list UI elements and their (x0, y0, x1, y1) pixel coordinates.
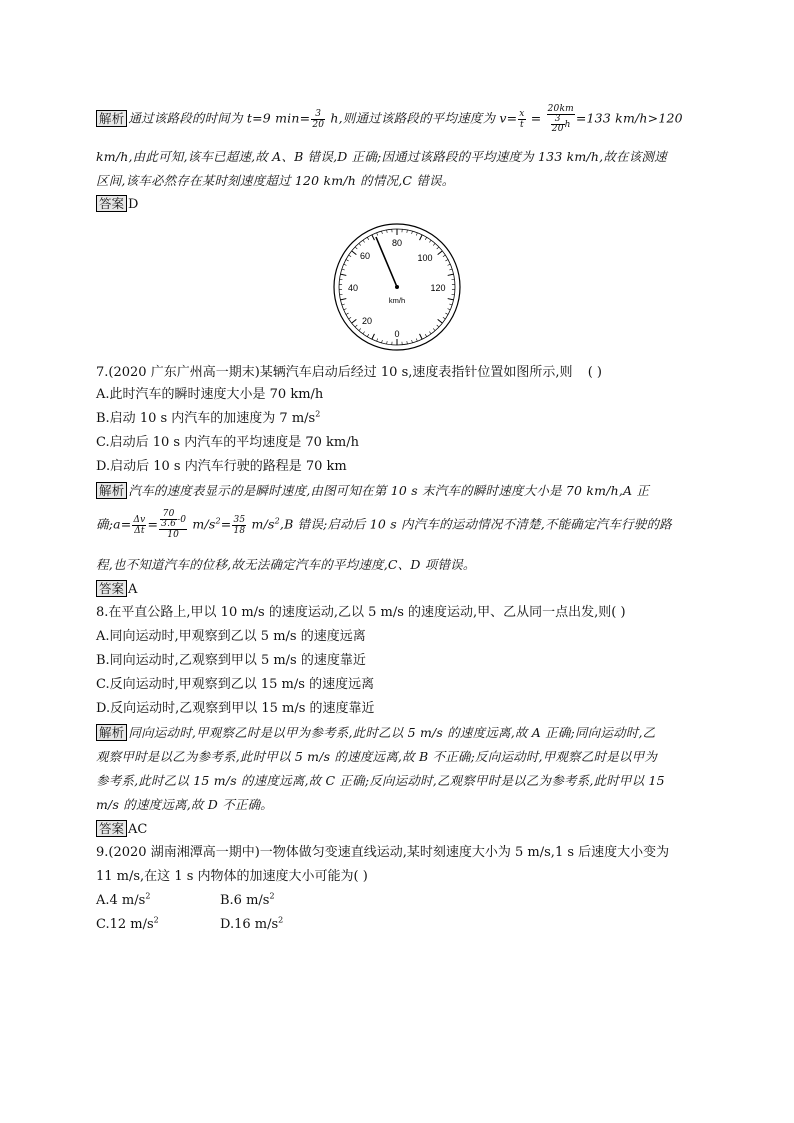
q9-option-a: A.4 $m/s^2$ (96, 891, 151, 908)
q7-answer-line (96, 580, 698, 599)
gauge-label-40: 40 (347, 283, 359, 293)
q9-option-b: B.6 $m/s^2$ (220, 891, 275, 908)
q7-option-c: C.启动后 10 s 内汽车的平均速度是 70 km/h (96, 435, 359, 450)
q8-option-c: C.反向运动时,甲观察到乙以 15 m/s 的速度远离 (96, 677, 375, 692)
answer-tag: 答案 (96, 195, 127, 212)
q9-options-row (96, 916, 698, 934)
answer-line (96, 195, 698, 214)
q8-option-b: B.同向运动时,乙观察到甲以 5 m/s 的速度靠近 (96, 653, 366, 668)
answer-value: AC (128, 822, 148, 837)
gauge-unit: km/h (388, 296, 406, 305)
answer-value: D (128, 197, 139, 212)
question-8-stem: 8.在平直公路上,甲以 10 m/s 的速度运动,乙以 5 m/s 的速度运动,甲、乙从同一点出发,则( ) (96, 605, 626, 620)
gauge-pivot (395, 285, 399, 289)
explanation-tag: 解析 (96, 482, 127, 499)
explanation-line: 解析 通过该路段的时间为 t=9 min= $\frac{3}{20}$ h,则通过该路段的平均速度为 v= $\frac{x}{t}$ = 20km $\frac{3}{20}$ h =133 km/h>120 (96, 104, 698, 134)
fraction: $\frac{x}{t}$ (519, 108, 525, 130)
explanation-tag: 解析 (96, 724, 127, 741)
q8-explanation-line: 参考系,此时乙以 15 m/s 的速度远离,故 C 正确;反向运动时,乙观察甲时是以乙为参考系,此时甲以 15 (96, 773, 665, 788)
fraction: $\frac{70}{3.6}$ -0 10 (161, 509, 187, 540)
fraction: $\frac{3}{20}$ (312, 108, 325, 130)
q8-answer-line (96, 820, 698, 839)
q7-option-b: B.启动 10 s 内汽车的加速度为 7 $m/s^2$ (96, 409, 321, 426)
answer-tag: 答案 (96, 820, 127, 837)
fraction: $\frac{35}{18}$ (233, 514, 246, 536)
answer-value: A (128, 582, 138, 597)
q7-option-d: D.启动后 10 s 内汽车行驶的路程是 70 km (96, 459, 347, 474)
gauge-label-0: 0 (394, 329, 400, 339)
q7-explanation-line: 解析 汽车的速度表显示的是瞬时速度,由图可知在第 10 s 末汽车的瞬时速度大小是 70 km/h,A 正 (96, 482, 698, 500)
speedometer-figure (332, 222, 462, 352)
fraction: $\frac{\Delta v}{\Delta t}$ (133, 514, 146, 536)
q8-explanation-line: m/s 的速度远离,故 D 不正确。 (96, 797, 273, 812)
gauge-label-100: 100 (417, 253, 433, 263)
gauge-label-80: 80 (391, 238, 403, 248)
q7-explanation-line: 程,也不知道汽车的位移,故无法确定汽车的平均速度,C、D 项错误。 (96, 557, 476, 572)
explanation-tag: 解析 (96, 110, 127, 127)
q8-explanation-line: 观察甲时是以乙为参考系,此时甲以 5 m/s 的速度远离,故 B 不正确;反向运动时,甲观察乙时是以甲为 (96, 749, 658, 764)
question-9-stem: 11 m/s,在这 1 s 内物体的加速度大小可能为( ) (96, 869, 368, 884)
explanation-line: km/h,由此可知,该车已超速,故 A、B 错误,D 正确;因通过该路段的平均速度为 133 km/h,故在该测速 (96, 149, 667, 164)
q8-option-a: A.同向运动时,甲观察到乙以 5 m/s 的速度远离 (96, 629, 366, 644)
q8-option-d: D.反向运动时,乙观察到甲以 15 m/s 的速度靠近 (96, 701, 375, 716)
q7-option-a: A.此时汽车的瞬时速度大小是 70 km/h (96, 387, 324, 402)
explanation-line: 区间,该车必然存在某时刻速度超过 120 km/h 的情况,C 错误。 (96, 173, 455, 188)
gauge-label-120: 120 (430, 283, 446, 293)
gauge-label-20: 20 (361, 316, 373, 326)
q7-explanation-line: 确;a= $\frac{\Delta v}{\Delta t}$ = $\frac{70}{3.6}$ -0 10 $m/s^2=$ $\frac{35}{18}$ $m/s^2,B$ 错误;启动后 10 s 内汽车的运动情况不清楚,不能确定汽车行驶的路 (96, 509, 672, 540)
gauge-label-60: 60 (359, 251, 371, 261)
fraction: 20km $\frac{3}{20}$ h (547, 104, 574, 134)
q9-options-row (96, 892, 698, 910)
answer-blank: ( ) (587, 365, 602, 380)
answer-tag: 答案 (96, 580, 127, 597)
question-9-stem: 9.(2020 湖南湘潭高一期中)一物体做匀变速直线运动,某时刻速度大小为 5 m/s,1 s 后速度大小变为 (96, 845, 670, 860)
q9-option-d: D.16 $m/s^2$ (220, 915, 284, 932)
q9-option-c: C.12 $m/s^2$ (96, 915, 159, 932)
question-7-stem: 7.(2020 广东广州高一期末)某辆汽车启动后经过 10 s,速度表指针位置如图所示,则 ( ) (96, 365, 602, 380)
q8-explanation-line: 解析 同向运动时,甲观察乙时是以甲为参考系,此时乙以 5 m/s 的速度远离,故 A 正确;同向运动时,乙 (96, 724, 698, 742)
